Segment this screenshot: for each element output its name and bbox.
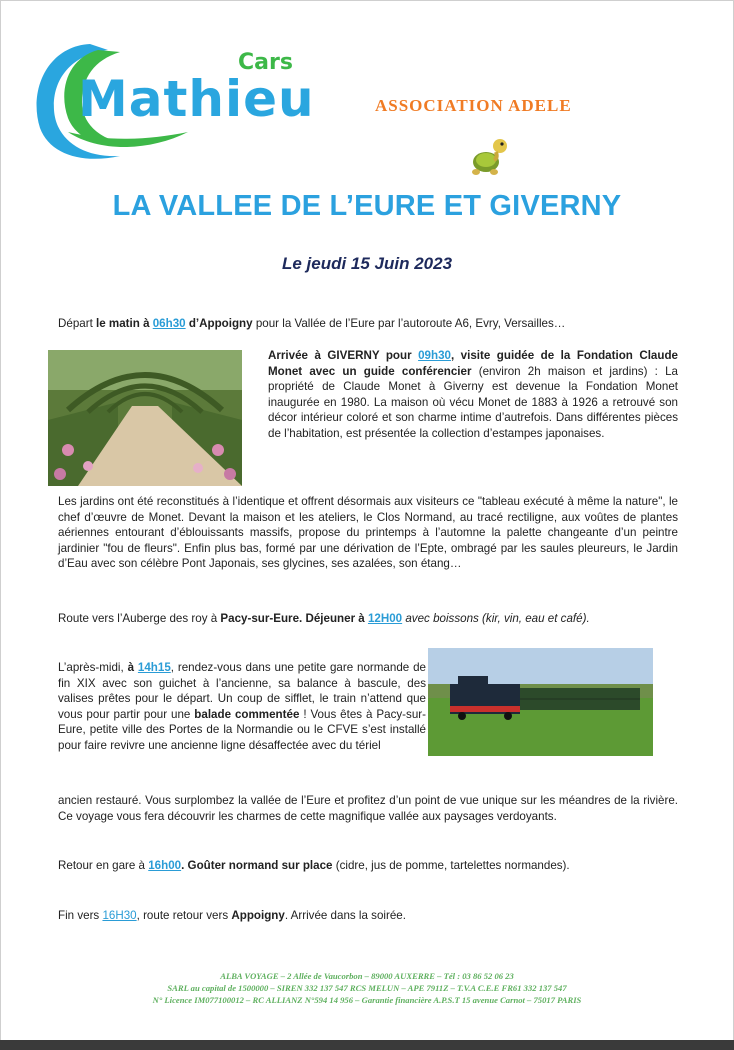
fin-time: 16H30 <box>102 909 137 922</box>
depart-bold: le matin à <box>96 317 153 330</box>
fin-paragraph <box>58 908 678 924</box>
depart-text: Départ <box>58 317 97 330</box>
route-text: Route vers l’Auberge des roy à <box>58 612 221 625</box>
retour-paragraph <box>58 858 678 874</box>
apresmidi-time: 14h15 <box>137 661 171 674</box>
apresmidi-paragraph <box>58 660 426 754</box>
depart-paragraph <box>58 316 678 332</box>
depart-route: pour la Vallée de l’Eure par l’autoroute A6, Evry, Versailles… <box>252 317 566 330</box>
giverny-arrival: Arrivée à GIVERNY pour <box>268 349 419 362</box>
fin-arrival: . Arrivée dans la soirée. <box>284 909 406 922</box>
retour-time: 16h00 <box>148 859 182 872</box>
retour-gouter: . Goûter normand sur place <box>181 859 333 872</box>
apresmidi-pacy: ! Vous êtes à Pacy-sur-Eure, petite ville des Portes de la Normandie ou le CFVE s’est installé pour faire revivre une ancienne ligne désaffectée avec du tériel <box>58 707 426 752</box>
retour-text: Retour en gare à <box>58 859 149 872</box>
apresmidi-station: , rendez-vous dans une petite gare normande de fin XIX avec son guichet à l’ancienne, sa balance à bascule, des valises prêtes pour le départ. Un coup de sifflet, le train n’attend que vous pour partir pour une <box>58 661 426 721</box>
depart-place: d’Appoigny <box>185 317 253 330</box>
apresmidi-at: à <box>127 661 138 674</box>
event-date: Le jeudi 15 Juin 2023 <box>281 254 453 273</box>
depart-time: 06h30 <box>152 317 186 330</box>
footer-line-1: ALBA VOYAGE – 2 Allée de Vaucorbon – 89000 AUXERRE – Tél : 03 86 52 06 23 <box>220 971 514 981</box>
giverny-garden-image <box>48 350 242 486</box>
route-drinks: avec boissons (kir, vin, eau et café). <box>402 612 590 625</box>
route-paragraph <box>58 611 678 627</box>
apresmidi-continuation: ancien restauré. Vous surplombez la vallée de l’Eure et profitez d’un point de vue unique sur les méandres de la rivière. Ce voyage vous fera découvrir les charmes de cette magnifique vallée aux paysages verdoyants. <box>58 794 678 823</box>
footer-line-2: SARL au capital de 1500000 – SIREN 332 137 547 RCS MELUN – APE 7911Z – T.V.A C.E.E FR61 332 137 547 <box>167 983 567 993</box>
apresmidi-text: L’après-midi, <box>58 661 128 674</box>
footer <box>0 970 734 1006</box>
train-image <box>428 648 653 756</box>
giverny-paragraph <box>268 348 678 442</box>
logo-mathieu-text: Mathieu <box>78 70 315 128</box>
route-lunch: Pacy-sur-Eure. Déjeuner à <box>220 612 368 625</box>
route-time: 12H00 <box>367 612 403 625</box>
association-name: ASSOCIATION ADELE <box>375 96 572 115</box>
giverny-description: (environ 2h maison et jardins) : La propriété de Claude Monet à Giverny est devenue la Fondation Monet inaugurée en 1980. La maison où vécu Monet de 1883 à 1926 a retrouvé son décor intérieur coloré et son charme intime d’autrefois. Dans différentes pièces de l’habitation, est présentée la collection d’estampes japonaises. <box>268 364 678 440</box>
fin-route: , route retour vers <box>136 909 232 922</box>
bottom-bar <box>0 1040 734 1050</box>
footer-line-3: N° Licence IM077100012 – RC ALLIANZ N°594 14 956 – Garantie financière A.P.S.T 15 avenue Carnot – 75017 PARIS <box>152 995 582 1005</box>
fin-text: Fin vers <box>58 909 103 922</box>
logo-cars-text: Cars <box>238 50 293 75</box>
apresmidi-balade: balade commentée <box>194 707 300 721</box>
giverny-time: 09h30 <box>418 349 451 362</box>
retour-details: (cidre, jus de pomme, tartelettes normandes). <box>332 859 570 872</box>
fin-place: Appoigny <box>231 909 285 922</box>
giverny-visit: , visite guidée de la Fondation Claude Monet avec un guide conférencier <box>268 349 678 378</box>
page-title: LA VALLEE DE L’EURE ET GIVERNY <box>112 190 622 222</box>
jardins-paragraph: Les jardins ont été reconstitués à l’identique et offrent désormais aux visiteurs ce "tableau exécuté à même la nature", le chef d’œuvre de Monet. Devant la maison et les ateliers, le Clos Normand, au tracé rectiligne, aux voûtes de plantes aériennes entourant d’éblouissants massifs, propose du printemps à l’automne la palette changeante d’un peintre jardinier "fou de fleurs". Enfin plus bas, formé par une dérivation de l’Epte, ombragé par les saules pleureurs, le Jardin d’Eau avec son célèbre Pont Japonais, ses glycines, ses azalées, son étang… <box>58 495 678 571</box>
turtle-icon <box>468 134 510 178</box>
